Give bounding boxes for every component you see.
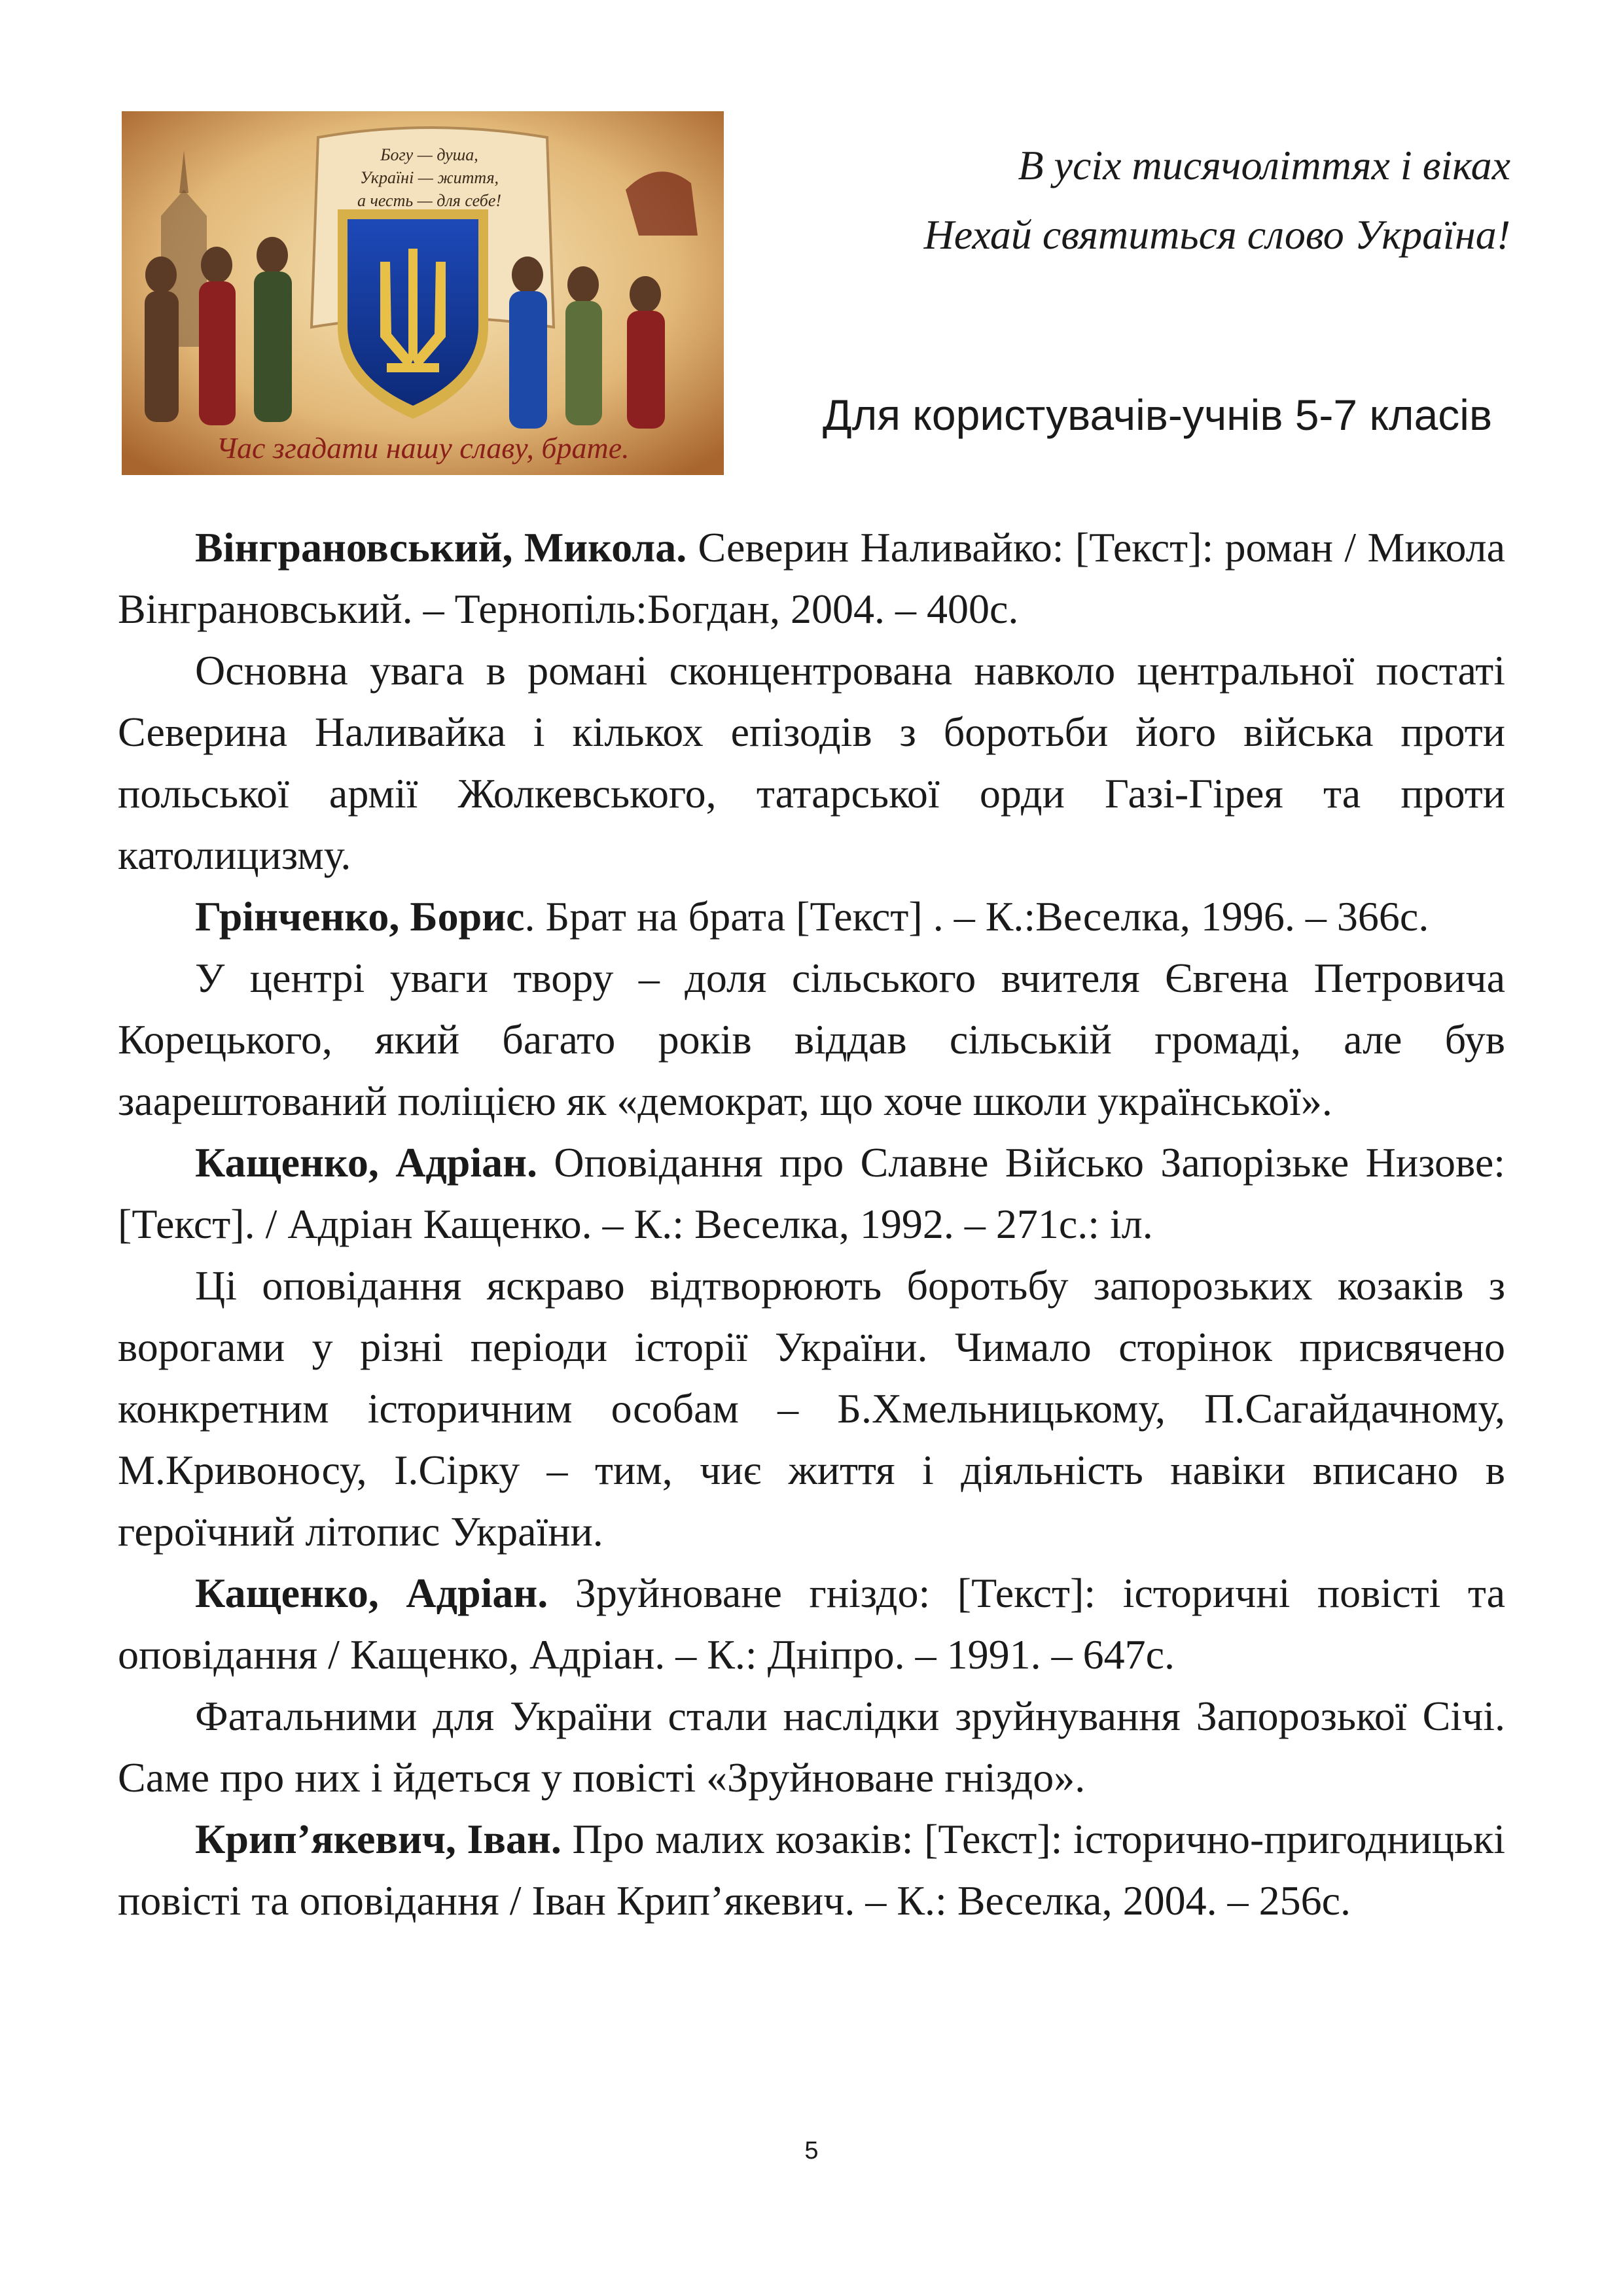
epigraph-line-2: Нехай святиться слово Україна! [923,211,1510,258]
entry-citation [118,517,1505,640]
entry-annotation: Основна увага в романі сконцентрована навколо центральної постаті Северина Наливайка і кількох епізодів з боротьби його війська проти польської армії Жолкевського, татарської орди Газі-Гірея та проти католицизму. [118,647,1505,878]
entry-author: Грінченко, Борис [195,893,525,940]
entry-author: Кащенко, Адріан. [195,1570,548,1616]
entry-citation-text: . Брат на брата [Текст] . – К.:Веселка, 1996. – 366с. [524,893,1429,940]
entry-annotation: Фатальними для України стали наслідки зруйнування Запорозької Січі. Саме про них і йдеться у повісті «Зруйноване гніздо». [118,1693,1505,1801]
entry-author: Крип’якевич, Іван. [195,1816,562,1862]
bibliography-list [118,517,1505,1932]
epigraph-line-1: В усіх тисячоліттях і віках [1018,142,1510,188]
entry-citation-text: Про малих козаків: [Текст]: історично-пригодницькі повісті та оповідання / Іван Крип’якевич. – К.: Веселка, 2004. – 256с. [118,1816,1505,1924]
audience-heading: Для користувачів-учнів 5-7 класів [823,391,1492,439]
entry-citation-text: Оповідання про Славне Військо Запорізьке Низове: [Текст]. / Адріан Кащенко. – К.: Веселка, 1992. – 271с.: іл. [118,1139,1506,1247]
entry-citation-text: Зруйноване гніздо: [Текст]: історичні повісті та оповідання / Кащенко, Адріан. – К.: Дніпро. – 1991. – 647с. [118,1570,1506,1678]
entry-annotation: Ці оповідання яскраво відтворюють боротьбу запорозьких козаків з ворогами у різні періоди історії України. Чимало сторінок присвячено конкретним історичним особам – Б.Хмельницькому, П.Сагайдачному, М.Кривоносу, І.Сірку – тим, чиє життя і діяльність навіки вписано в героїчний літопис України. [118,1262,1505,1555]
entry-author: Вінграновський, Микола. [195,524,687,571]
epigraph [791,131,1510,270]
entry-citation [118,886,1505,947]
banner-slogan-line-3: а честь — для себе! [357,191,502,210]
header-banner-image [122,111,724,475]
entry-annotation: У центрі уваги твору – доля сільського вчителя Євгена Петровича Корецького, який багато років віддав сільській громаді, але був заарештований поліцією як «демократ, що хоче школи української». [118,955,1505,1124]
entry-citation [118,1563,1505,1686]
banner-caption: Час згадати нашу славу, брате. [216,431,630,465]
page-number: 5 [804,2137,819,2164]
entry-citation [118,1132,1505,1255]
entry-author: Кащенко, Адріан. [195,1139,538,1186]
banner-slogan-line-2: Україні — життя, [359,168,499,187]
banner-slogan-line-1: Богу — душа, [380,145,478,164]
entry-citation [118,1809,1505,1932]
entry-citation-text: Северин Наливайко: [Текст]: роман / Микола Вінграновський. – Тернопіль:Богдан, 2004. – 400с. [118,524,1506,632]
